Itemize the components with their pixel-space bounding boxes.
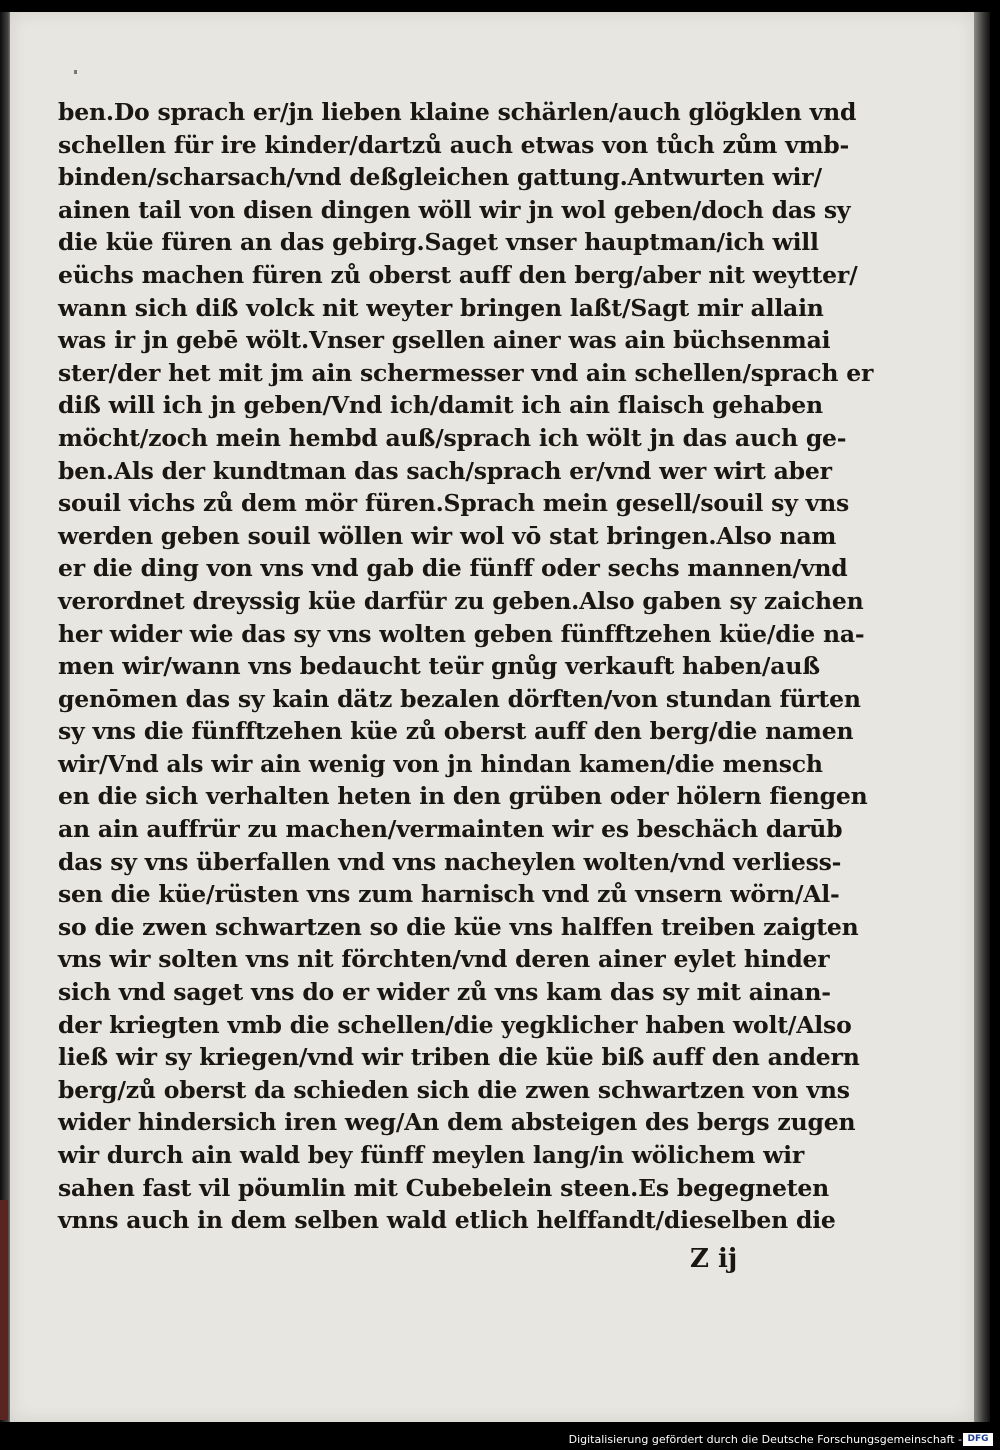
binding-stripe bbox=[0, 1200, 8, 1420]
page-right-edge bbox=[974, 12, 990, 1422]
text-line: eüchs machen füren zů oberst auff den berg/aber nit weytter/ bbox=[58, 260, 858, 289]
text-line: ben.Do sprach er/jn lieben klaine schärlen/auch glögklen vnd bbox=[58, 98, 857, 126]
text-line: ben.Als der kundtman das sach/sprach er/vnd wer wirt aber bbox=[58, 456, 832, 485]
text-line: ließ wir sy kriegen/vnd wir triben die küe biß auff den andern bbox=[58, 1043, 860, 1072]
text-line: souil vichs zů dem mör füren.Sprach mein gesell/souil sy vns bbox=[58, 489, 850, 518]
text-line: berg/zů oberst da schieden sich die zwen schwartzen von vns bbox=[58, 1075, 850, 1104]
text-line: werden geben souil wöllen wir wol vō stat bringen.Also nam bbox=[58, 521, 837, 550]
text-line: das sy vns überfallen vnd vns nacheylen wolten/vnd verliess- bbox=[58, 847, 842, 876]
text-line: wider hindersich iren weg/An dem absteigen des bergs zugen bbox=[58, 1108, 856, 1137]
text-line: wir/Vnd als wir ain wenig von jn hindan kamen/die mensch bbox=[58, 749, 823, 778]
text-line: der kriegten vmb die schellen/die yegklicher haben wolt/Also bbox=[58, 1010, 852, 1039]
text-line: sen die küe/rüsten vns zum harnisch vnd zů vnsern wörn/Al- bbox=[58, 880, 840, 909]
text-line: men wir/wann vns bedaucht teür gnůg verkauft haben/auß bbox=[58, 652, 820, 681]
text-line: sich vnd saget vns do er wider zů vns kam das sy mit ainan- bbox=[58, 978, 831, 1007]
text-line: ainen tail von disen dingen wöll wir jn wol geben/doch das sy bbox=[58, 195, 851, 224]
paper-speck bbox=[74, 70, 77, 74]
text-line: binden/scharsach/vnd deßgleichen gattung.Antwurten wir/ bbox=[58, 163, 822, 192]
text-line: er die ding von vns vnd gab die fünff oder sechs mannen/vnd bbox=[58, 554, 848, 583]
text-line: möcht/zoch mein hembd auß/sprach ich wölt jn das auch ge- bbox=[58, 423, 847, 452]
text-line: sy vns die fünfftzehen küe zů oberst auff den berg/die namen bbox=[58, 717, 854, 746]
text-line: so die zwen schwartzen so die küe vns halffen treiben zaigten bbox=[58, 912, 859, 941]
text-line: verordnet dreyssig küe darfür zu geben.Also gaben sy zaichen bbox=[58, 586, 864, 615]
text-line: genōmen das sy kain dätz bezalen dörften/von stundan fürten bbox=[58, 684, 861, 713]
text-block bbox=[58, 96, 874, 1237]
text-line: wann sich diß volck nit weyter bringen laßt/Sagt mir allain bbox=[58, 293, 824, 322]
text-line: die küe füren an das gebirg.Saget vnser hauptman/ich will bbox=[58, 228, 819, 257]
text-line: vnns auch in dem selben wald etlich helffandt/dieselben die bbox=[58, 1206, 836, 1235]
dfg-logo: DFG bbox=[963, 1433, 993, 1446]
text-line: en die sich verhalten heten in den grüben oder hölern fiengen bbox=[58, 782, 868, 811]
text-line: vns wir solten vns nit förchten/vnd deren ainer eylet hinder bbox=[58, 945, 830, 974]
funding-notice: Digitalisierung gefördert durch die Deutsche Forschungsgemeinschaft - bbox=[568, 1433, 962, 1446]
text-line: her wider wie das sy vns wolten geben fünfftzehen küe/die na- bbox=[58, 619, 865, 648]
text-line: an ain auffrür zu machen/vermainten wir es beschäch darūb bbox=[58, 815, 843, 844]
text-line: sahen fast vil pöumlin mit Cubebelein steen.Es begegneten bbox=[58, 1173, 829, 1202]
text-line: diß will ich jn geben/Vnd ich/damit ich ain flaisch gehaben bbox=[58, 391, 823, 420]
text-line: ster/der het mit jm ain schermesser vnd ain schellen/sprach er bbox=[58, 358, 874, 387]
signature-mark: Z ij bbox=[690, 1244, 738, 1274]
text-line: wir durch ain wald bey fünff meylen lang/in wölichem wir bbox=[58, 1141, 805, 1169]
text-line: was ir jn gebē wölt.Vnser gsellen ainer was ain büchsenmai bbox=[58, 326, 831, 355]
text-line: schellen für ire kinder/dartzů auch etwas von tůch zům vmb- bbox=[58, 130, 850, 159]
